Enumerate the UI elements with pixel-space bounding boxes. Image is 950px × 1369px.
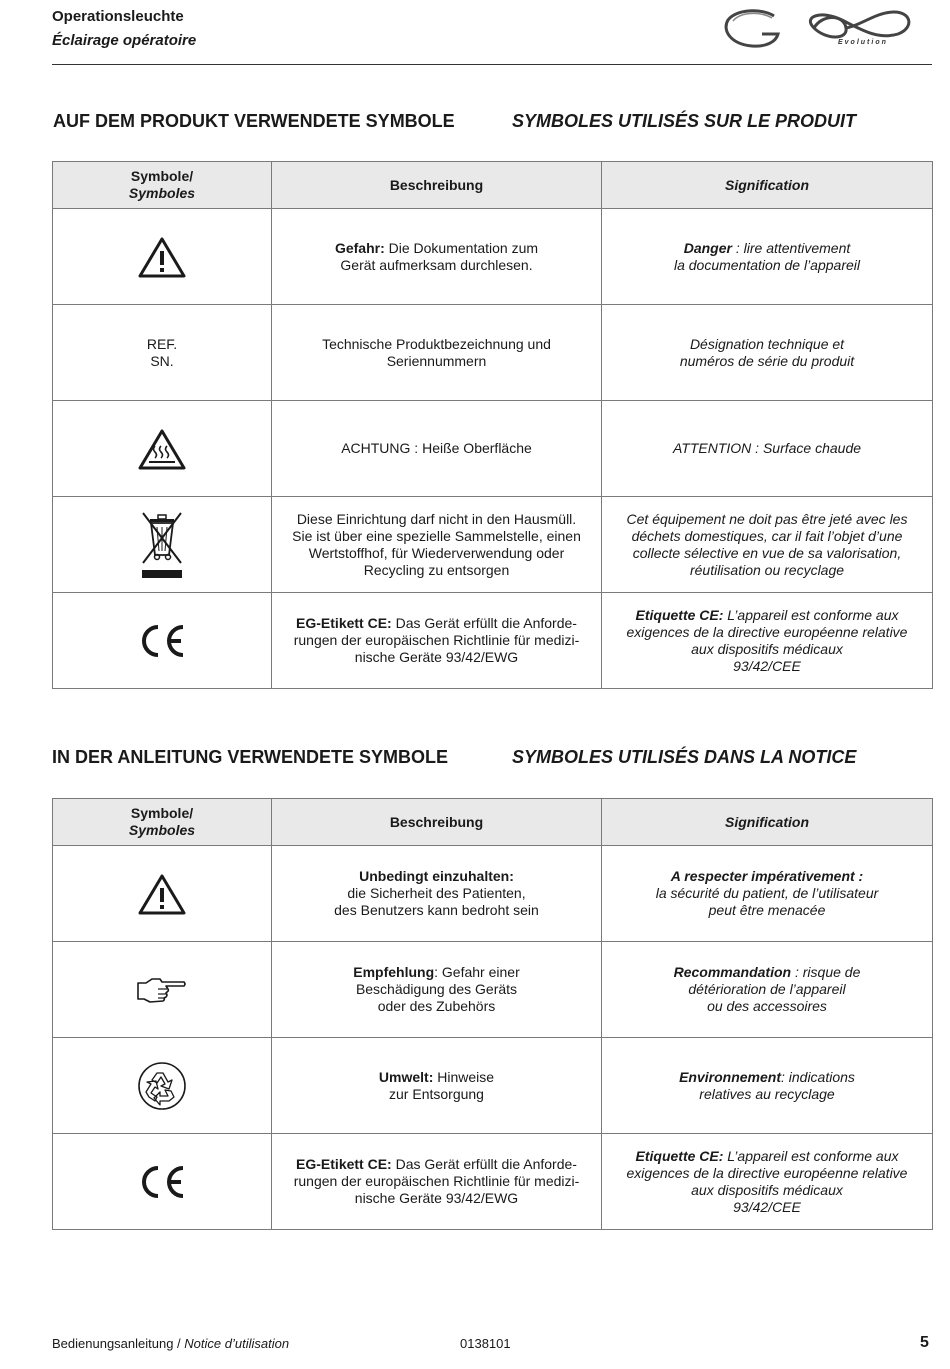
table-header-row (53, 799, 933, 846)
signification-line: exigences de la directive européenne relative (626, 1164, 908, 1181)
description-bold: Umwelt: (378, 1068, 434, 1085)
signification-line: la documentation de l’appareil (673, 256, 860, 273)
signification-line: détérioration de l’appareil (688, 981, 846, 997)
table-row (53, 497, 933, 593)
signification-column-header: Signification (602, 162, 933, 209)
description-line: Beschädigung des Geräts (355, 981, 518, 997)
symbol-header-de: Symbole/ (130, 168, 194, 184)
description-bold: Unbedingt einzuhalten: (359, 868, 514, 884)
signification-line: collecte sélective en vue de sa valorisation, (632, 544, 902, 561)
hot-surface-icon (138, 428, 186, 470)
description-line: nische Geräte 93/42/EWG (354, 1190, 519, 1206)
signification-cell (602, 1038, 933, 1134)
product-symbols-table (52, 161, 933, 689)
signification-bold: A respecter impérativement : (670, 868, 864, 884)
description-cell (272, 209, 602, 305)
table-row (53, 846, 933, 942)
table-row (53, 593, 933, 689)
description-bold: Gefahr: (334, 239, 385, 256)
symbol-text-sn: SN. (150, 352, 174, 369)
signification-line: déchets domestiques, car il fait l’objet d’une (631, 527, 903, 544)
footer-manual-de: Bedienungsanleitung (52, 1336, 174, 1351)
symbol-cell (53, 942, 272, 1038)
signification-line: : lire attentivement (731, 239, 851, 256)
signification-cell (602, 942, 933, 1038)
description-line: Seriennummern (386, 352, 487, 369)
table-row (53, 209, 933, 305)
description-cell (272, 305, 602, 401)
signification-line: 93/42/CEE (733, 657, 801, 674)
description-line: : Gefahr einer (434, 964, 520, 980)
symbol-header-fr: Symboles (128, 822, 196, 838)
crossed-bin-icon (137, 509, 187, 581)
symbol-text-ref: REF. (146, 335, 178, 352)
description-cell (272, 1134, 602, 1230)
description-line: Wertstoffhof, für Wiederverwendung oder (308, 544, 565, 561)
symbol-cell (53, 497, 272, 593)
symbol-cell (53, 593, 272, 689)
table-row (53, 1134, 933, 1230)
signification-line: L’appareil est conforme aux (723, 606, 899, 623)
signification-line: ATTENTION : Surface chaude (672, 440, 862, 456)
page-number: 5 (920, 1334, 929, 1351)
signification-cell (602, 497, 933, 593)
signification-cell (602, 401, 933, 497)
symbol-cell (53, 846, 272, 942)
header-title-de: Operationsleuchte (52, 8, 184, 25)
description-line: zur Entsorgung (389, 1085, 484, 1102)
description-column-header: Beschreibung (272, 799, 602, 846)
signification-cell (602, 593, 933, 689)
symbol-cell (53, 209, 272, 305)
header-title-fr: Éclairage opératoire (52, 32, 197, 49)
table-row (53, 1038, 933, 1134)
signification-line: la sécurité du patient, de l’utilisateur (655, 885, 879, 901)
pointing-hand-icon (136, 975, 188, 1005)
section1-heading-de: AUF DEM PRODUKT VERWENDETE SYMBOLE (53, 111, 455, 131)
description-column-header: Beschreibung (272, 162, 602, 209)
description-line: Recycling zu entsorgen (363, 561, 510, 578)
table-row (53, 401, 933, 497)
signification-column-header: Signification (602, 799, 933, 846)
symbol-cell (53, 401, 272, 497)
table-header-row (53, 162, 933, 209)
description-line: Hinweise (433, 1068, 495, 1085)
description-line: Das Gerät erfüllt die Anforde- (391, 615, 577, 631)
symbol-cell (53, 305, 272, 401)
symbol-header-de: Symbole/ (130, 805, 194, 821)
signification-line: peut être menacée (708, 902, 826, 918)
footer-doc-number: 0138101 (460, 1336, 511, 1351)
description-cell (272, 942, 602, 1038)
signification-bold: Recommandation (673, 964, 792, 980)
description-bold: EG-Etikett CE: (296, 1156, 392, 1172)
signification-line: ou des accessoires (707, 998, 827, 1014)
description-line: Gerät aufmerksam durchlesen. (340, 256, 533, 273)
symbol-cell (53, 1038, 272, 1134)
description-cell (272, 593, 602, 689)
table-row (53, 942, 933, 1038)
section2-heading-fr: SYMBOLES UTILISÉS DANS LA NOTICE (512, 747, 857, 767)
description-line: ACHTUNG : Heiße Oberfläche (341, 440, 532, 456)
manual-symbols-table (52, 798, 933, 1230)
signification-line: aux dispositifs médicaux (691, 640, 843, 657)
description-cell (272, 401, 602, 497)
section2-heading-de: IN DER ANLEITUNG VERWENDETE SYMBOLE (52, 747, 449, 767)
footer-separator: / (173, 1336, 185, 1351)
signification-bold: Environnement (679, 1068, 781, 1085)
signification-line: 93/42/CEE (733, 1198, 801, 1215)
description-line: rungen der europäischen Richtlinie für medizi- (293, 1173, 580, 1189)
ce-mark-icon (137, 1164, 187, 1200)
description-cell (272, 846, 602, 942)
signification-line: L’appareil est conforme aux (723, 1147, 899, 1164)
signification-line: exigences de la directive européenne relative (626, 623, 908, 640)
signification-bold: Etiquette CE: (635, 606, 724, 623)
signification-cell (602, 1134, 933, 1230)
header-rule (52, 64, 932, 65)
ce-mark-icon (137, 623, 187, 659)
signification-cell (602, 846, 933, 942)
description-line: rungen der europäischen Richtlinie für medizi- (293, 632, 580, 648)
signification-line: Désignation technique et (689, 335, 845, 352)
logo-text: Evolution (838, 39, 888, 46)
description-cell (272, 1038, 602, 1134)
signification-line: numéros de série du produit (679, 352, 855, 369)
symbol-cell (53, 1134, 272, 1230)
signification-bold: Etiquette CE: (635, 1147, 724, 1164)
signification-line: Cet équipement ne doit pas être jeté avec les (626, 510, 908, 527)
signification-line: réutilisation ou recyclage (689, 561, 845, 578)
description-bold: EG-Etikett CE: (296, 615, 392, 631)
symbol-column-header (53, 799, 272, 846)
description-line: Das Gerät erfüllt die Anforde- (391, 1156, 577, 1172)
description-cell (272, 497, 602, 593)
description-line: nische Geräte 93/42/EWG (354, 649, 519, 665)
description-line: Die Dokumentation zum (384, 239, 539, 256)
description-line: Technische Produktbezeichnung und (322, 335, 551, 352)
description-line: des Benutzers kann bedroht sein (334, 902, 539, 918)
description-bold: Empfehlung (353, 964, 435, 980)
description-line: die Sicherheit des Patienten, (347, 885, 526, 901)
symbol-column-header (53, 162, 272, 209)
signification-bold: Danger (683, 239, 732, 256)
table-row (53, 305, 933, 401)
signification-line: aux dispositifs médicaux (691, 1181, 843, 1198)
signification-cell (602, 305, 933, 401)
symbol-header-fr: Symboles (128, 185, 196, 201)
signification-line: : risque de (791, 964, 861, 980)
section1-heading-fr: SYMBOLES UTILISÉS SUR LE PRODUIT (512, 111, 857, 131)
description-line: Sie ist über eine spezielle Sammelstelle, einen (292, 527, 581, 544)
signification-cell (602, 209, 933, 305)
signification-line: relatives au recyclage (699, 1085, 835, 1102)
description-line: oder des Zubehörs (377, 998, 496, 1014)
footer-manual-title (52, 1336, 289, 1352)
signification-line: : indications (780, 1068, 855, 1085)
warning-triangle-icon (138, 873, 186, 915)
footer-manual-fr: Notice d’utilisation (184, 1336, 290, 1351)
description-line: Diese Einrichtung darf nicht in den Hausmüll. (296, 510, 577, 527)
recycling-icon (137, 1061, 187, 1111)
warning-triangle-icon (138, 236, 186, 278)
